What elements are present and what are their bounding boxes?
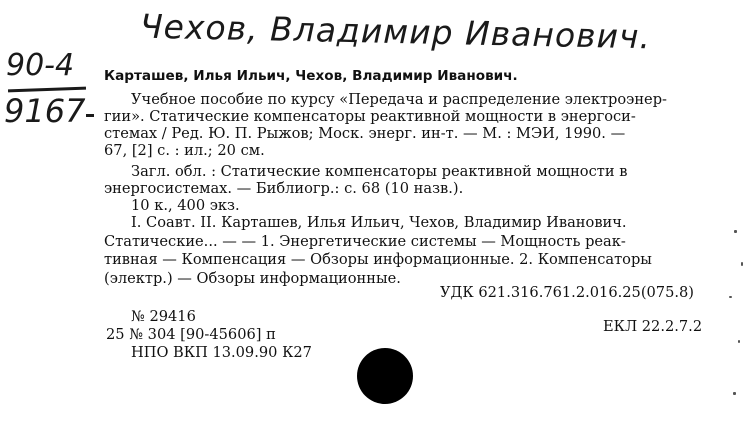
card-heading: Карташев, Илья Ильич, Чехов, Владимир Иванович.	[104, 68, 518, 84]
handwritten-shelf-top: 90-4	[6, 48, 75, 83]
body-line: гии». Статические компенсаторы реактивной мощности в энергоси-	[104, 108, 636, 125]
body-line: энергосистемах. — Библиогр.: с. 68 (10 назв.).	[104, 180, 464, 197]
body-line: Статические... — — 1. Энергетические системы — Мощность реак-	[104, 233, 626, 250]
scan-speck	[738, 340, 740, 343]
body-line: I. Соавт. II. Карташев, Илья Ильич, Чехов, Владимир Иванович.	[131, 214, 627, 231]
card-number: № 29416	[131, 308, 196, 325]
body-line: (электр.) — Обзоры информационные.	[104, 270, 401, 287]
body-line: тивная — Компенсация — Обзоры информационные. 2. Компенсаторы	[104, 251, 652, 268]
hole-punch-blot	[357, 348, 413, 404]
scan-speck	[741, 262, 743, 266]
handwritten-shelf-bottom: 9167	[4, 92, 86, 130]
scan-speck	[733, 392, 736, 395]
scan-speck	[734, 230, 737, 233]
udk-code: УДК 621.316.761.2.016.25(075.8)	[440, 284, 694, 301]
scan-speck	[729, 296, 732, 298]
body-line: стемах / Ред. Ю. П. Рыжов; Моск. энерг. ин-т. — М. : МЭИ, 1990. —	[104, 125, 626, 142]
handwritten-dash	[86, 114, 94, 117]
body-line: 10 к., 400 экз.	[131, 197, 240, 214]
body-line: 67, [2] с. : ил.; 20 см.	[104, 142, 265, 159]
ekl-code: ЕКЛ 22.2.7.2	[603, 318, 703, 335]
body-line: Загл. обл. : Статические компенсаторы реактивной мощности в	[131, 163, 628, 180]
printer-info: НПО ВКП 13.09.90 К27	[131, 344, 312, 361]
body-line: Учебное пособие по курсу «Передача и распределение электроэнер-	[131, 91, 667, 108]
order-info: 25 № 304 [90-45606] п	[106, 326, 276, 343]
handwritten-author: Чехов, Владимир Иванович.	[139, 6, 652, 57]
